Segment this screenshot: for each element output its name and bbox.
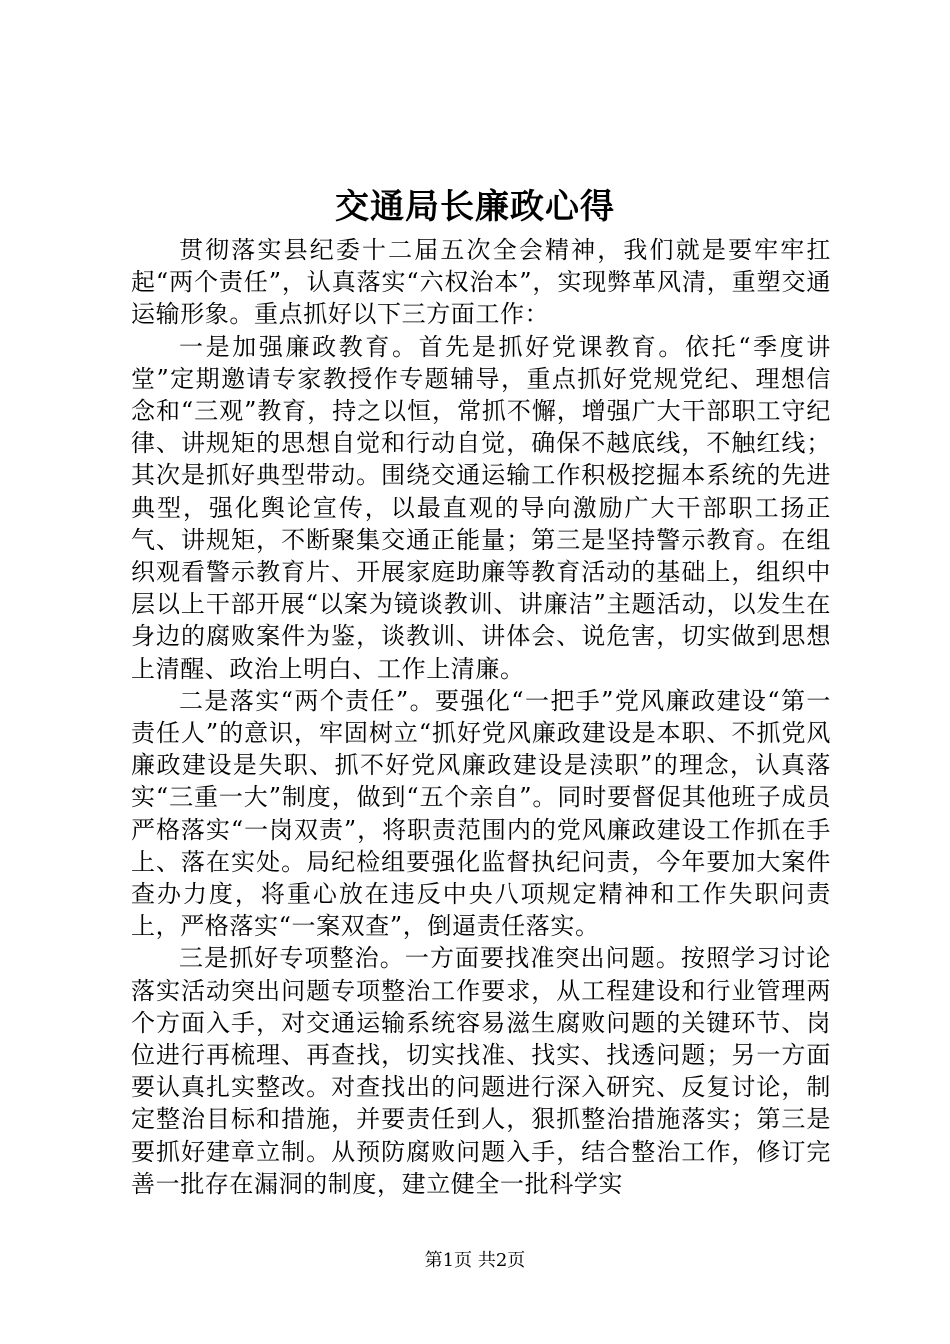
paragraph-intro: 贯彻落实县纪委十二届五次全会精神，我们就是要牢牢扛起“两个责任”，认真落实“六权治本”，实现弊革风清，重塑交通运输形象。重点抓好以下三方面工作： [131, 236, 831, 329]
paragraph-education: 一是加强廉政教育。首先是抓好党课教育。依托“季度讲堂”定期邀请专家教授作专题辅导，重点抓好党规党纪、理想信念和“三观”教育，持之以恒，常抓不懈，增强广大干部职工守纪律、讲规矩的思想自觉和行动自觉，确保不越底线，不触红线；其次是抓好典型带动。围绕交通运输工作积极挖掘本系统的先进典型，强化舆论宣传，以最直观的导向激励广大干部职工扬正气、讲规矩，不断聚集交通正能量；第三是坚持警示教育。在组织观看警示教育片、开展家庭助廉等教育活动的基础上，组织中层以上干部开展“以案为镜谈教训、讲廉洁”主题活动，以发生在身边的腐败案件为鉴，谈教训、讲体会、说危害，切实做到思想上清醒、政治上明白、工作上清廉。 [131, 332, 831, 683]
paragraph-responsibility: 二是落实“两个责任”。要强化“一把手”党风廉政建设“第一责任人”的意识，牢固树立“抓好党风廉政建设是本职、不抓党风廉政建设是失职、抓不好党风廉政建设是渎职”的理念，认真落实“三重一大”制度，做到“五个亲自”。同时要督促其他班子成员严格落实“一岗双责”，将职责范围内的党风廉政建设工作抓在手上、落在实处。局纪检组要强化监督执纪问责，今年要加大案件查办力度，将重心放在违反中央八项规定精神和工作失职问责上，严格落实“一案双查”，倒逼责任落实。 [131, 686, 831, 941]
document-body [131, 234, 831, 1200]
page-footer: 第1页 共2页 [424, 1250, 526, 1271]
paragraph-rectification: 三是抓好专项整治。一方面要找准突出问题。按照学习讨论落实活动突出问题专项整治工作要求，从工程建设和行业管理两个方面入手，对交通运输系统容易滋生腐败问题的关键环节、岗位进行再梳理、再查找，切实找准、找实、找透问题；另一方面要认真扎实整改。对查找出的问题进行深入研究、反复讨论，制定整治目标和措施，并要责任到人，狠抓整治措施落实；第三是要抓好建章立制。从预防腐败问题入手，结合整治工作，修订完善一批存在漏洞的制度，建立健全一批科学实 [131, 944, 831, 1198]
document-title: 交通局长廉政心得 [335, 187, 615, 227]
